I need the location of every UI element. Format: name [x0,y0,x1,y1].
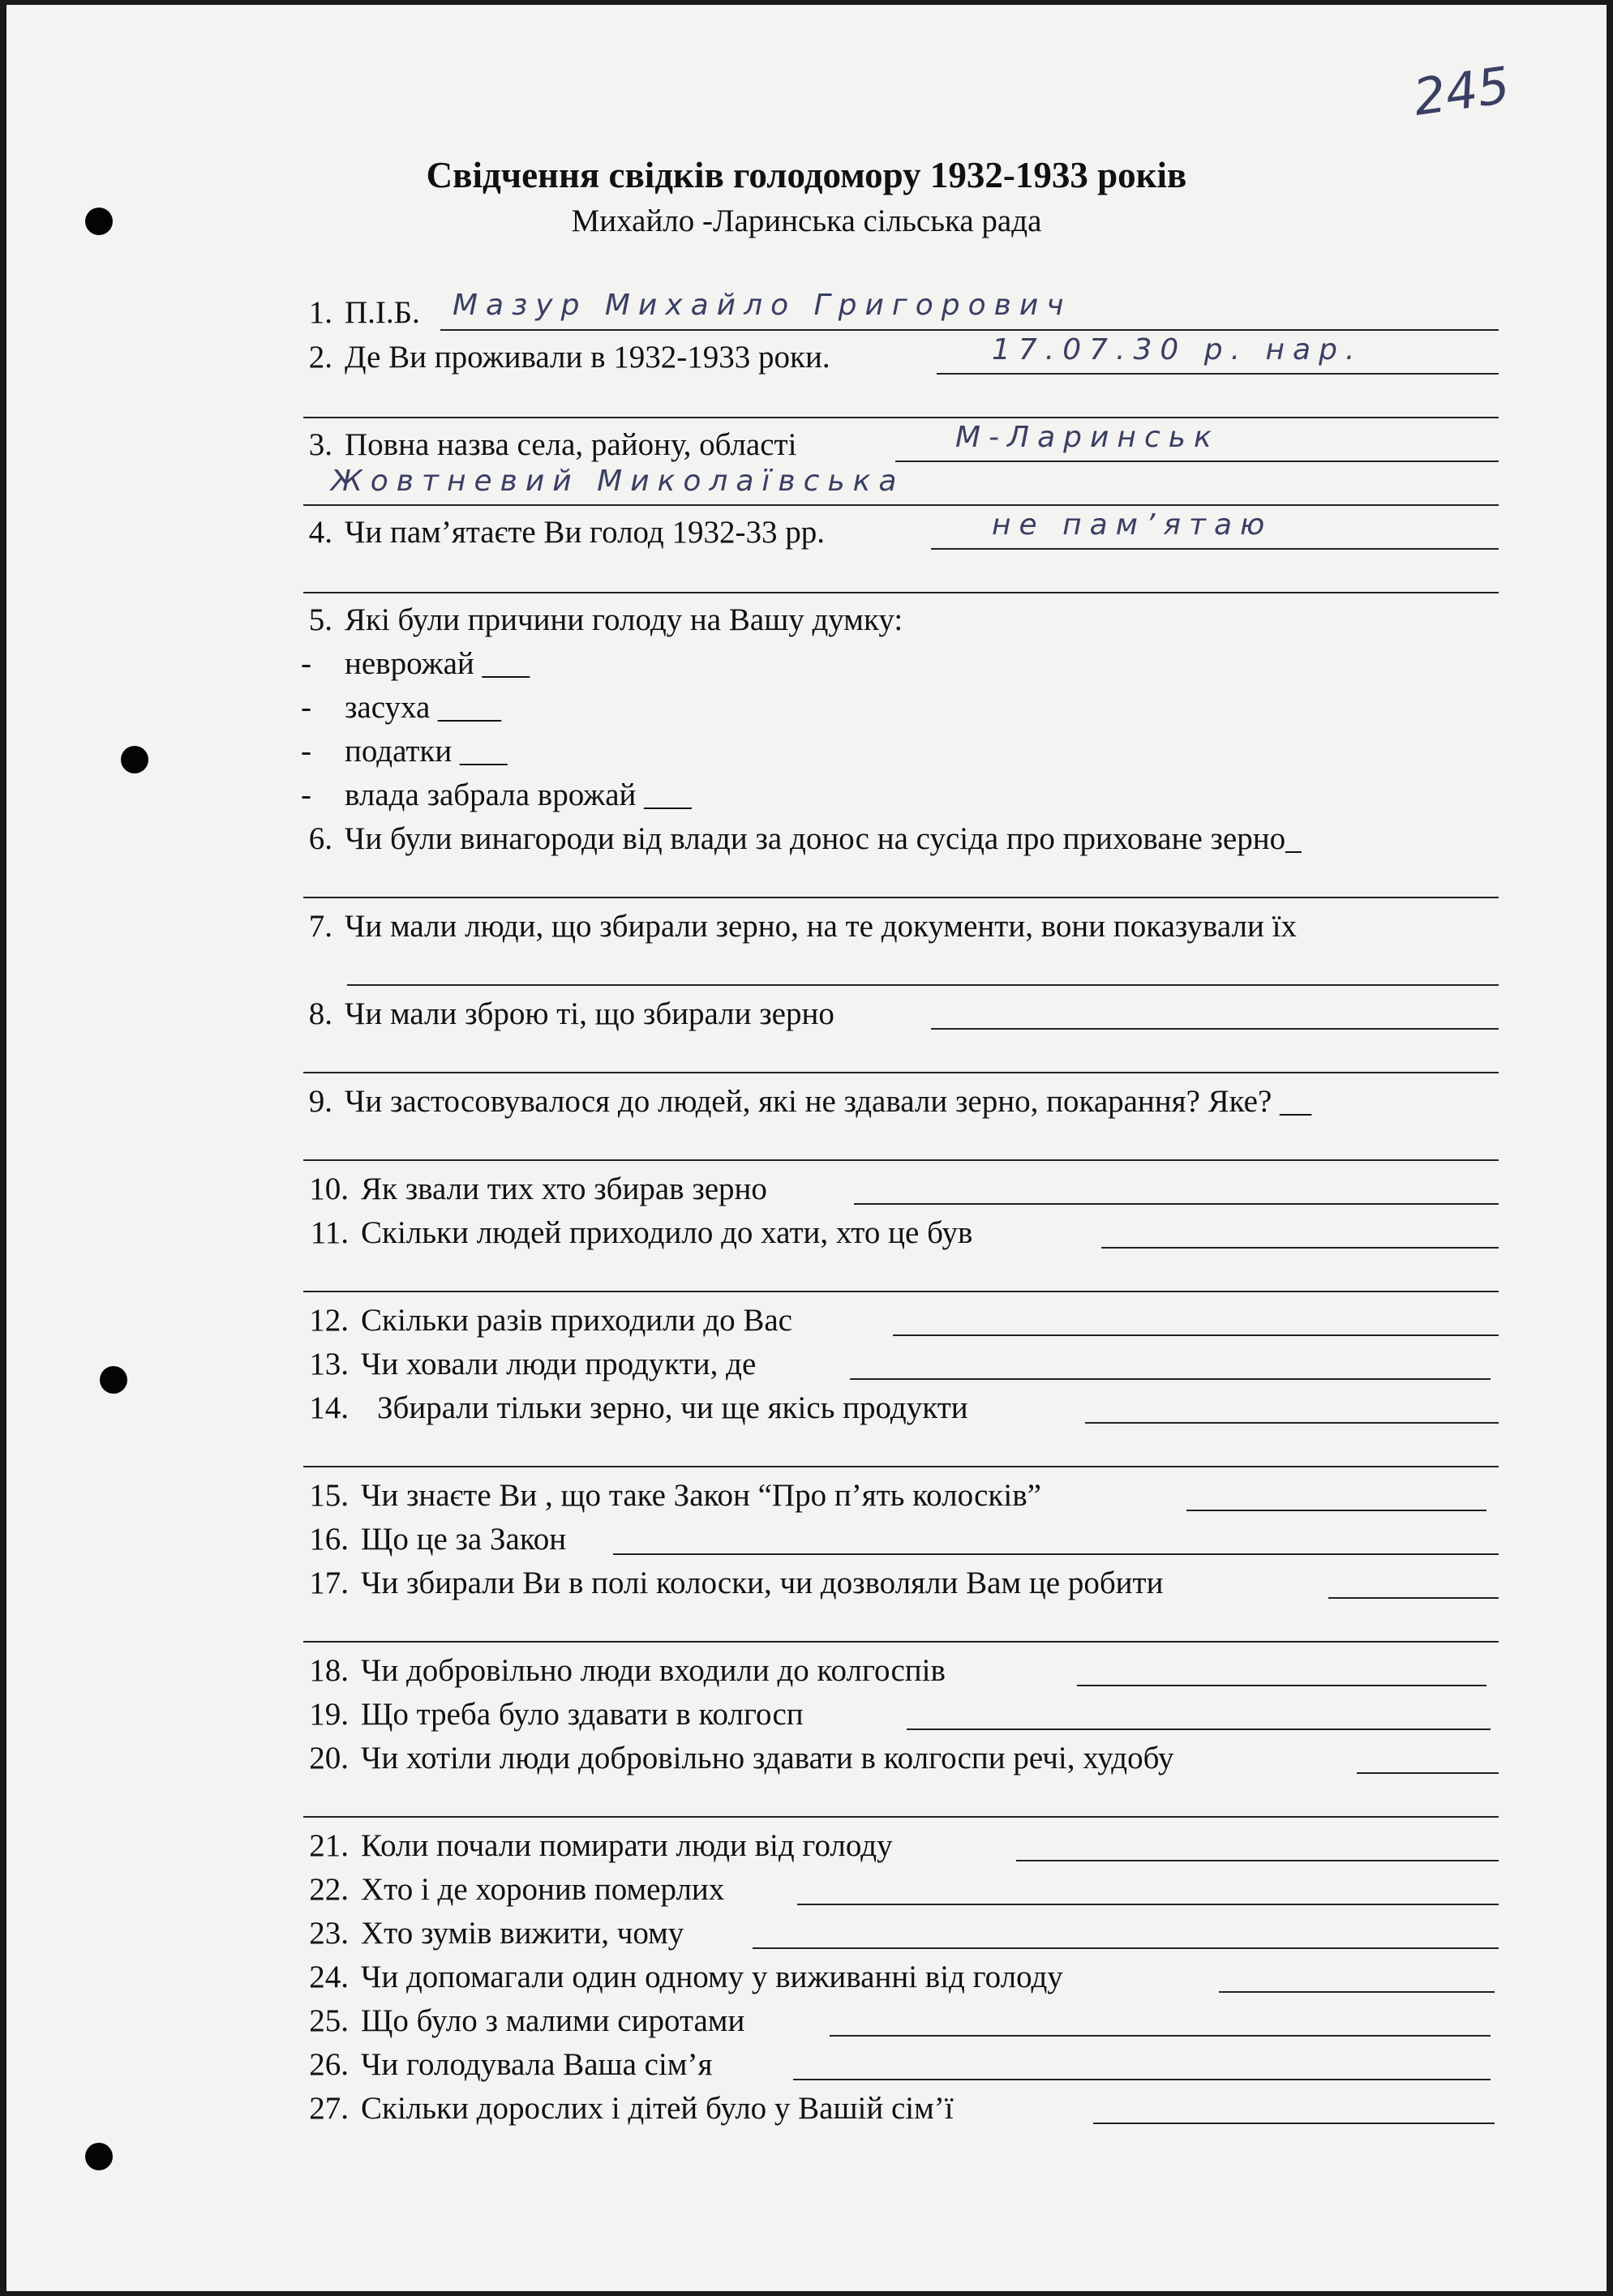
question-row [6,1300,1607,1346]
handwritten-answer: Мазур Михайло Григорович [453,289,1072,322]
answer-line[interactable] [1077,1685,1486,1686]
answer-line[interactable] [931,1028,1499,1030]
answer-line[interactable] [303,592,1499,593]
question-row [6,1169,1607,1214]
question-text: Скільки дорослих і дітей було у Вашій сім’ї [361,2091,954,2126]
question-text: Що треба було здавати в колгосп [361,1697,804,1732]
option-row [6,688,1607,733]
question-text: Хто і де хоронив померлих [361,1872,725,1907]
question-text: Що було з малими сиротами [361,2003,745,2038]
question-number: 6. [308,821,332,856]
question-row [6,1957,1607,2003]
document-page [6,5,1607,2291]
document-subtitle: Михайло -Ларинська сільська рада [571,203,1042,238]
question-row [6,337,1607,383]
question-number: 9. [308,1084,332,1119]
question-text: Чи мали зброю ті, що збирали зерно [345,996,834,1031]
question-number: 13. [309,1347,349,1381]
question-row [6,2001,1607,2046]
answer-line[interactable] [895,460,1499,462]
question-number: 15. [309,1478,349,1513]
question-row [6,600,1607,645]
answer-line[interactable] [303,1466,1499,1467]
question-text: Чи мали люди, що збирали зерно, на те документи, вони показували їх [345,909,1297,944]
option-row [6,775,1607,820]
handwritten-answer: 17.07.30 р. нар. [992,333,1363,366]
question-row [6,425,1607,470]
question-row [6,819,1607,864]
question-number: 4. [308,515,332,550]
answer-line[interactable] [1219,1991,1495,1993]
question-text: Чи збирали Ви в полі колоски, чи дозволяли Вам це робити [361,1566,1164,1600]
option-bullet: - [301,646,311,681]
question-number: 14. [309,1390,349,1425]
answer-line[interactable] [1101,1247,1499,1249]
question-text: Коли почали помирати люди від голоду [361,1828,893,1863]
answer-line[interactable] [303,1641,1499,1643]
question-text: Чи пам’ятаєте Ви голод 1932-33 рр. [345,515,825,550]
question-text: Чи голодувала Ваша сім’я [361,2047,713,2082]
answer-line[interactable] [797,1904,1499,1905]
answer-line[interactable] [1016,1860,1499,1861]
question-text: Чи хотіли люди добровільно здавати в колгоспи речі, худобу [361,1741,1174,1776]
answer-line[interactable] [303,504,1499,506]
punch-hole [85,2143,113,2170]
question-text: Скільки разів приходили до Вас [361,1303,792,1338]
answer-line[interactable] [830,2035,1491,2037]
question-number: 16. [309,1522,349,1557]
answer-line[interactable] [937,373,1499,375]
option-text: засуха ____ [345,690,502,725]
question-text: Як звали тих хто збирав зерно [361,1172,767,1206]
question-text: Збирали тільки зерно, чи ще якісь продукти [377,1390,968,1425]
answer-line[interactable] [613,1553,1499,1555]
question-number: 7. [308,909,332,944]
handwritten-answer: Жовтневий Миколаївська [331,465,905,498]
option-text: неврожай ___ [345,646,530,681]
question-text: Повна назва села, району, області [345,427,797,462]
option-bullet: - [301,734,311,769]
question-number: 2. [308,340,332,375]
answer-line[interactable] [303,1291,1499,1292]
answer-line[interactable] [1357,1772,1499,1774]
document-title: Свідчення свідків голодомору 1932-1933 років [426,155,1187,195]
answer-line[interactable] [1085,1422,1499,1424]
answer-line[interactable] [440,329,1499,331]
question-number: 11. [310,1215,349,1250]
answer-line[interactable] [893,1334,1499,1336]
question-row [6,906,1607,952]
answer-line[interactable] [793,2079,1491,2080]
question-number: 8. [308,996,332,1031]
question-row [6,1870,1607,1915]
option-bullet: - [301,690,311,725]
answer-line[interactable] [303,1816,1499,1818]
question-number: 21. [309,1828,349,1863]
question-text: П.І.Б. [345,295,420,330]
answer-line[interactable] [931,548,1499,550]
question-text: Чи знаєте Ви , що таке Закон “Про п’ять колосків” [361,1478,1041,1513]
question-text: Чи допомагали один одному у виживанні від голоду [361,1960,1063,1994]
handwritten-answer: М-Ларинськ [955,421,1220,454]
answer-line[interactable] [850,1378,1491,1380]
answer-line[interactable] [1186,1510,1486,1511]
question-number: 25. [309,2003,349,2038]
question-text: Чи ховали люди продукти, де [361,1347,757,1381]
question-number: 22. [309,1872,349,1907]
question-number: 24. [309,1960,349,1994]
page-number: 245 [1409,55,1513,127]
question-row [6,1826,1607,1871]
question-row [6,1519,1607,1565]
question-row [6,512,1607,558]
question-row [6,1563,1607,1608]
question-text: Скільки людей приходило до хати, хто це був [361,1215,973,1250]
question-number: 17. [309,1566,349,1600]
question-number: 27. [309,2091,349,2126]
answer-line[interactable] [303,417,1499,418]
option-row [6,731,1607,777]
question-number: 26. [309,2047,349,2082]
question-text: Чи застосовувалося до людей, які не здавали зерно, покарання? Яке? __ [345,1084,1312,1119]
option-bullet: - [301,777,311,812]
question-number: 5. [308,602,332,637]
question-number: 18. [309,1653,349,1688]
option-row [6,644,1607,689]
answer-line[interactable] [303,1159,1499,1161]
answer-line[interactable] [303,1072,1499,1073]
question-text: Що це за Закон [361,1522,567,1557]
handwritten-answer: не пам’ятаю [992,508,1273,542]
question-number: 1. [308,295,332,330]
question-row [6,2088,1607,2134]
question-row [6,1476,1607,1521]
question-row [6,2045,1607,2090]
question-row [6,994,1607,1039]
question-row [6,1213,1607,1258]
option-text: податки ___ [345,734,508,769]
question-row [6,1738,1607,1784]
option-text: влада забрала врожай ___ [345,777,692,812]
answer-line[interactable] [907,1728,1491,1730]
question-text: Чи добровільно люди входили до колгоспів [361,1653,946,1688]
answer-line[interactable] [347,984,1499,986]
question-text: Які були причини голоду на Вашу думку: [345,602,903,637]
question-number: 20. [309,1741,349,1776]
question-text: Де Ви проживали в 1932-1933 роки. [345,340,830,375]
question-row [6,1651,1607,1696]
question-number: 12. [309,1303,349,1338]
answer-line[interactable] [753,1947,1499,1949]
question-row [6,1082,1607,1127]
question-row [6,1694,1607,1740]
question-row [6,1913,1607,1959]
question-number: 23. [309,1916,349,1951]
question-row [6,1344,1607,1390]
question-row [6,1388,1607,1433]
question-number: 19. [309,1697,349,1732]
question-number: 3. [308,427,332,462]
question-number: 10. [309,1172,349,1206]
answer-line[interactable] [854,1203,1499,1205]
answer-line[interactable] [303,897,1499,898]
answer-line[interactable] [1328,1597,1499,1599]
question-text: Хто зумів вижити, чому [361,1916,684,1951]
question-text: Чи були винагороди від влади за донос на сусіда про приховане зерно_ [345,821,1302,856]
answer-line[interactable] [1093,2123,1495,2124]
